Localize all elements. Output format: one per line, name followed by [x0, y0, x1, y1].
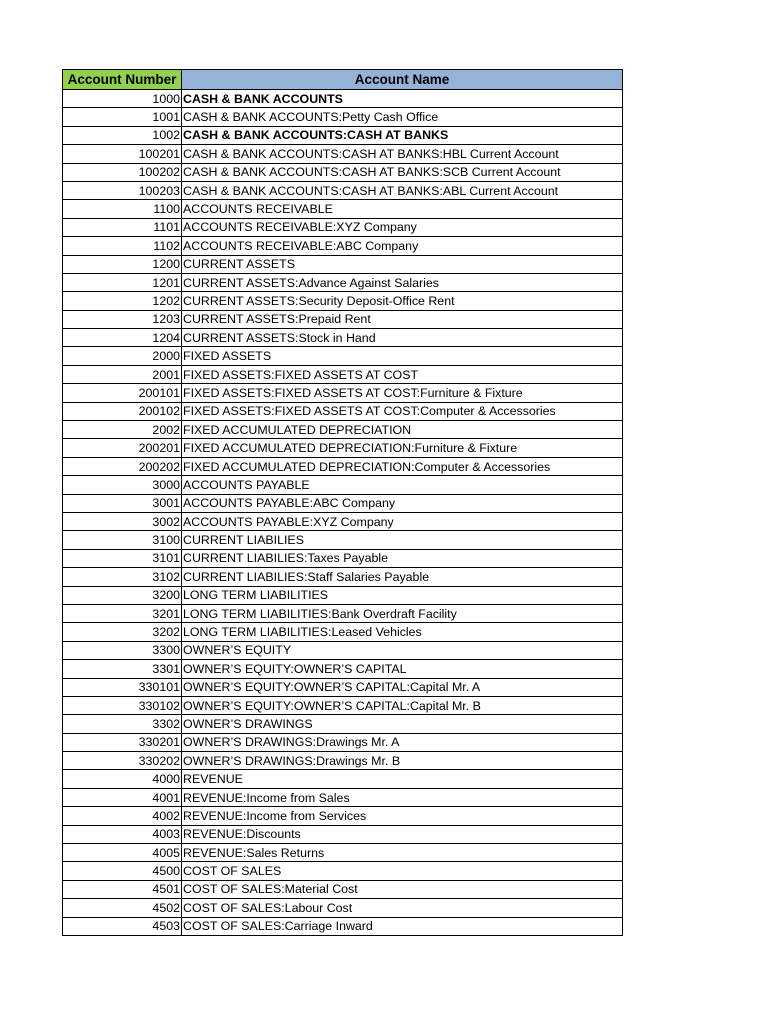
account-name-cell: FIXED ACCUMULATED DEPRECIATION [182, 421, 623, 439]
account-name-cell: OWNER’S EQUITY [182, 641, 623, 659]
account-number-cell: 330101 [63, 678, 182, 696]
account-number-cell: 200201 [63, 439, 182, 457]
account-name-cell: REVENUE:Income from Sales [182, 788, 623, 806]
account-name-cell: CURRENT ASSETS:Advance Against Salaries [182, 273, 623, 291]
account-number-cell: 200202 [63, 457, 182, 475]
account-number-cell: 3201 [63, 604, 182, 622]
table-row [63, 292, 623, 310]
account-name-cell: ACCOUNTS PAYABLE:XYZ Company [182, 512, 623, 530]
table-row [63, 457, 623, 475]
account-name-cell: OWNER’S DRAWINGS [182, 715, 623, 733]
table-row [63, 733, 623, 751]
account-name-cell: FIXED ASSETS:FIXED ASSETS AT COST [182, 365, 623, 383]
table-body [63, 90, 623, 936]
account-number-cell: 1204 [63, 329, 182, 347]
account-name-cell: OWNER’S DRAWINGS:Drawings Mr. B [182, 752, 623, 770]
account-name-cell: COST OF SALES:Material Cost [182, 880, 623, 898]
table-row [63, 770, 623, 788]
account-name-cell: OWNER’S DRAWINGS:Drawings Mr. A [182, 733, 623, 751]
table-row [63, 844, 623, 862]
table-row [63, 862, 623, 880]
account-number-cell: 3302 [63, 715, 182, 733]
account-name-cell: FIXED ASSETS:FIXED ASSETS AT COST:Computer & Accessories [182, 402, 623, 420]
account-number-cell: 4503 [63, 917, 182, 935]
table-row [63, 90, 623, 108]
table-row [63, 439, 623, 457]
account-number-cell: 4500 [63, 862, 182, 880]
account-number-cell: 3001 [63, 494, 182, 512]
account-name-cell: CASH & BANK ACCOUNTS:CASH AT BANKS:ABL Current Account [182, 181, 623, 199]
table-row [63, 715, 623, 733]
account-name-cell: CURRENT LIABILIES [182, 531, 623, 549]
table-row [63, 310, 623, 328]
account-number-cell: 1000 [63, 90, 182, 108]
account-number-cell: 200101 [63, 384, 182, 402]
account-name-cell: CASH & BANK ACCOUNTS:CASH AT BANKS [182, 126, 623, 144]
account-number-cell: 1201 [63, 273, 182, 291]
account-number-cell: 4005 [63, 844, 182, 862]
account-name-cell: LONG TERM LIABILITIES [182, 586, 623, 604]
table-row [63, 807, 623, 825]
table-row [63, 494, 623, 512]
account-name-header: Account Name [182, 70, 623, 90]
account-number-cell: 4003 [63, 825, 182, 843]
table-row [63, 347, 623, 365]
table-row [63, 549, 623, 567]
account-name-cell: CASH & BANK ACCOUNTS:CASH AT BANKS:SCB Current Account [182, 163, 623, 181]
account-number-cell: 3300 [63, 641, 182, 659]
account-number-cell: 1100 [63, 200, 182, 218]
table-row [63, 255, 623, 273]
account-name-cell: FIXED ASSETS [182, 347, 623, 365]
account-name-cell: CASH & BANK ACCOUNTS:Petty Cash Office [182, 108, 623, 126]
account-name-cell: COST OF SALES [182, 862, 623, 880]
table-row [63, 899, 623, 917]
table-row [63, 273, 623, 291]
account-name-cell: REVENUE:Discounts [182, 825, 623, 843]
table-row [63, 145, 623, 163]
account-number-cell: 1200 [63, 255, 182, 273]
account-number-cell: 330102 [63, 696, 182, 714]
account-name-cell: OWNER’S EQUITY:OWNER’S CAPITAL:Capital Mr. A [182, 678, 623, 696]
table-row [63, 218, 623, 236]
account-name-cell: ACCOUNTS PAYABLE:ABC Company [182, 494, 623, 512]
account-number-cell: 330202 [63, 752, 182, 770]
table-row [63, 512, 623, 530]
table-row [63, 660, 623, 678]
table-row [63, 237, 623, 255]
account-number-cell: 330201 [63, 733, 182, 751]
table-row [63, 752, 623, 770]
account-number-cell: 4002 [63, 807, 182, 825]
table-row [63, 531, 623, 549]
account-name-cell: ACCOUNTS RECEIVABLE:ABC Company [182, 237, 623, 255]
account-number-cell: 1102 [63, 237, 182, 255]
header-row [63, 70, 623, 90]
account-name-cell: FIXED ACCUMULATED DEPRECIATION:Furniture & Fixture [182, 439, 623, 457]
account-number-cell: 3100 [63, 531, 182, 549]
account-number-cell: 100201 [63, 145, 182, 163]
account-name-cell: LONG TERM LIABILITIES:Leased Vehicles [182, 623, 623, 641]
table-row [63, 788, 623, 806]
table-row [63, 200, 623, 218]
table-row [63, 586, 623, 604]
account-name-cell: CURRENT ASSETS [182, 255, 623, 273]
table-row [63, 641, 623, 659]
account-name-cell: CURRENT ASSETS:Security Deposit-Office Rent [182, 292, 623, 310]
account-number-cell: 3101 [63, 549, 182, 567]
account-number-cell: 4501 [63, 880, 182, 898]
account-name-cell: CASH & BANK ACCOUNTS [182, 90, 623, 108]
account-number-cell: 3102 [63, 568, 182, 586]
account-name-cell: LONG TERM LIABILITIES:Bank Overdraft Facility [182, 604, 623, 622]
account-name-cell: CURRENT ASSETS:Stock in Hand [182, 329, 623, 347]
account-number-cell: 100202 [63, 163, 182, 181]
table-row [63, 880, 623, 898]
account-name-cell: REVENUE [182, 770, 623, 788]
account-number-cell: 200102 [63, 402, 182, 420]
account-number-cell: 3000 [63, 476, 182, 494]
table-row [63, 623, 623, 641]
account-name-cell: REVENUE:Sales Returns [182, 844, 623, 862]
account-name-cell: REVENUE:Income from Services [182, 807, 623, 825]
account-name-cell: CASH & BANK ACCOUNTS:CASH AT BANKS:HBL Current Account [182, 145, 623, 163]
table-row [63, 476, 623, 494]
account-name-cell: ACCOUNTS RECEIVABLE [182, 200, 623, 218]
account-number-cell: 1002 [63, 126, 182, 144]
account-name-cell: ACCOUNTS RECEIVABLE:XYZ Company [182, 218, 623, 236]
account-name-cell: ACCOUNTS PAYABLE [182, 476, 623, 494]
table-row [63, 365, 623, 383]
table-row [63, 678, 623, 696]
account-name-cell: COST OF SALES:Carriage Inward [182, 917, 623, 935]
table-row [63, 181, 623, 199]
account-number-cell: 4502 [63, 899, 182, 917]
account-name-cell: FIXED ACCUMULATED DEPRECIATION:Computer & Accessories [182, 457, 623, 475]
account-number-cell: 3200 [63, 586, 182, 604]
account-number-cell: 1202 [63, 292, 182, 310]
account-number-cell: 4001 [63, 788, 182, 806]
table-row [63, 917, 623, 935]
account-name-cell: CURRENT LIABILIES:Staff Salaries Payable [182, 568, 623, 586]
account-name-cell: OWNER’S EQUITY:OWNER’S CAPITAL:Capital Mr. B [182, 696, 623, 714]
account-number-cell: 2000 [63, 347, 182, 365]
account-name-cell: COST OF SALES:Labour Cost [182, 899, 623, 917]
table-row [63, 568, 623, 586]
table-header [63, 70, 623, 90]
account-number-cell: 2001 [63, 365, 182, 383]
account-number-cell: 1101 [63, 218, 182, 236]
account-number-cell: 2002 [63, 421, 182, 439]
account-number-cell: 1001 [63, 108, 182, 126]
account-number-cell: 1203 [63, 310, 182, 328]
table-row [63, 126, 623, 144]
table-row [63, 421, 623, 439]
table-row [63, 329, 623, 347]
table-row [63, 402, 623, 420]
account-name-cell: CURRENT LIABILIES:Taxes Payable [182, 549, 623, 567]
account-number-cell: 3002 [63, 512, 182, 530]
account-number-cell: 4000 [63, 770, 182, 788]
account-number-header: Account Number [63, 70, 182, 90]
account-number-cell: 100203 [63, 181, 182, 199]
table-row [63, 384, 623, 402]
table-row [63, 604, 623, 622]
account-number-cell: 3301 [63, 660, 182, 678]
table-row [63, 696, 623, 714]
account-name-cell: OWNER’S EQUITY:OWNER’S CAPITAL [182, 660, 623, 678]
table-row [63, 108, 623, 126]
chart-of-accounts-table [62, 69, 623, 936]
table-row [63, 825, 623, 843]
account-name-cell: CURRENT ASSETS:Prepaid Rent [182, 310, 623, 328]
account-number-cell: 3202 [63, 623, 182, 641]
account-name-cell: FIXED ASSETS:FIXED ASSETS AT COST:Furniture & Fixture [182, 384, 623, 402]
table-row [63, 163, 623, 181]
